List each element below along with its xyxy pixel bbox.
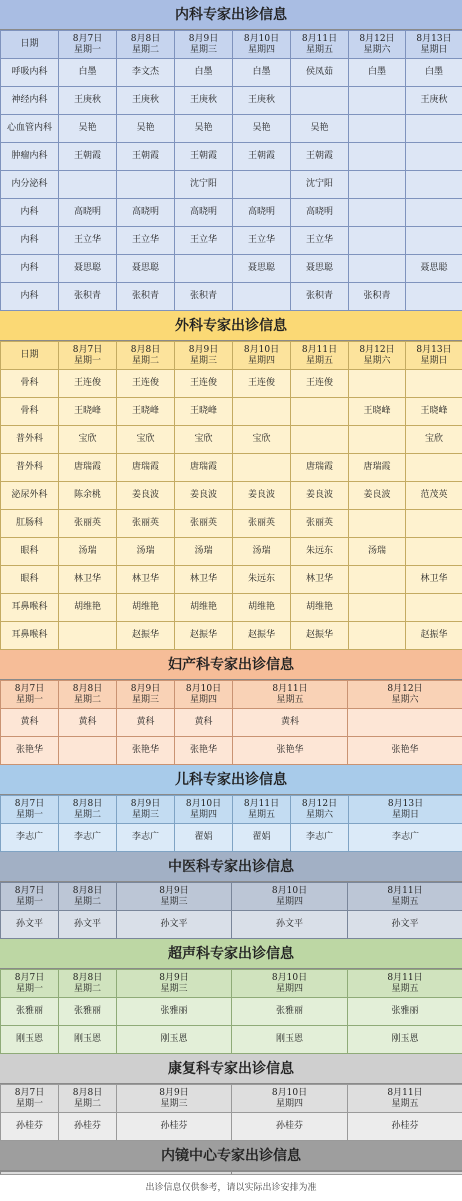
schedule-cell: 王朝霞 xyxy=(117,143,175,171)
schedule-cell: 沈宁阳 xyxy=(291,171,349,199)
header-cell: 8月11日 星期五 xyxy=(348,970,462,998)
header-row xyxy=(1,796,462,824)
schedule-cell: 朱远东 xyxy=(291,538,349,566)
schedule-cell: 肿瘤内科 xyxy=(1,143,59,171)
schedule-cell xyxy=(233,283,291,311)
schedule-cell: 王连俊 xyxy=(175,370,233,398)
schedule-cell: 汤瑞 xyxy=(175,538,233,566)
schedule-cell: 孙文平 xyxy=(59,911,117,939)
header-cell: 8月8日 星期二 xyxy=(59,1085,117,1113)
schedule-cell: 王朝霞 xyxy=(291,143,349,171)
header-row xyxy=(1,970,462,998)
schedule-cell xyxy=(59,737,117,765)
schedule-cell: 王立华 xyxy=(175,227,233,255)
schedule-cell: 唐瑞霞 xyxy=(175,454,233,482)
schedule-table xyxy=(0,1084,462,1141)
table-row xyxy=(1,143,462,171)
schedule-cell: 李志广 xyxy=(117,824,175,852)
schedule-cell: 聂思聪 xyxy=(59,255,117,283)
schedule-cell: 白墨 xyxy=(59,59,117,87)
section-waike xyxy=(0,311,462,650)
schedule-cell xyxy=(175,255,233,283)
schedule-cell: 姜良波 xyxy=(291,482,349,510)
schedule-cell: 心血管内科 xyxy=(1,115,59,143)
schedule-cell: 张雅丽 xyxy=(1,998,59,1026)
section-neike xyxy=(0,0,462,311)
schedule-cell: 侯凤茹 xyxy=(291,59,349,87)
schedule-cell: 吴艳 xyxy=(175,115,233,143)
schedule-cell: 林卫华 xyxy=(291,566,349,594)
header-cell: 8月11日 星期五 xyxy=(233,681,348,709)
schedule-cell xyxy=(233,398,291,426)
header-cell: 8月11日 星期五 xyxy=(348,883,462,911)
schedule-table xyxy=(0,969,462,1054)
schedule-cell: 赵振华 xyxy=(406,622,462,650)
header-cell: 8月8日 星期二 xyxy=(59,970,117,998)
schedule-cell: 胡维艳 xyxy=(175,594,233,622)
schedule-cell: 孙桂芬 xyxy=(348,1113,462,1141)
schedule-cell: 张艳华 xyxy=(233,737,348,765)
schedule-cell: 孙桂芬 xyxy=(59,1113,117,1141)
table-row xyxy=(1,594,462,622)
schedule-cell xyxy=(406,283,462,311)
header-cell: 8月12日 星期六 xyxy=(349,31,406,59)
schedule-cell: 张艳华 xyxy=(348,737,462,765)
header-cell: 8月8日 星期二 xyxy=(59,883,117,911)
header-cell: 8月10日 星期四 xyxy=(175,681,233,709)
header-cell: 8月7日 星期一 xyxy=(1,796,59,824)
schedule-cell: 唐瑞霞 xyxy=(117,454,175,482)
schedule-cell: 内科 xyxy=(1,199,59,227)
header-cell: 日期 xyxy=(1,342,59,370)
schedule-cell: 范茂英 xyxy=(406,482,462,510)
schedule-cell: 姜良波 xyxy=(175,482,233,510)
schedule-cell xyxy=(349,566,406,594)
schedule-cell: 姜良波 xyxy=(349,482,406,510)
schedule-cell: 张积青 xyxy=(59,283,117,311)
schedule-cell: 张丽英 xyxy=(291,510,349,538)
header-cell: 8月12日 星期六 xyxy=(291,796,349,824)
header-cell: 8月9日 星期三 xyxy=(117,970,232,998)
schedule-cell: 张艳华 xyxy=(175,737,233,765)
schedule-cell: 孙文平 xyxy=(117,911,232,939)
schedule-cell xyxy=(406,370,462,398)
schedule-cell: 吴艳 xyxy=(117,115,175,143)
schedule-cell xyxy=(406,171,462,199)
schedule-cell xyxy=(117,171,175,199)
schedule-cell: 胡维艳 xyxy=(233,594,291,622)
schedule-table xyxy=(0,882,462,939)
schedule-cell xyxy=(59,622,117,650)
schedule-cell: 黄科 xyxy=(233,709,348,737)
schedule-cell: 唐瑞霞 xyxy=(59,454,117,482)
schedule-cell: 张丽英 xyxy=(59,510,117,538)
schedule-cell xyxy=(349,594,406,622)
schedule-cell: 林卫华 xyxy=(175,566,233,594)
schedule-cell: 孙文平 xyxy=(348,911,462,939)
schedule-cell xyxy=(349,115,406,143)
schedule-cell xyxy=(349,370,406,398)
schedule-cell: 赵振华 xyxy=(233,622,291,650)
schedule-cell: 肛肠科 xyxy=(1,510,59,538)
section-chaoshengke xyxy=(0,939,462,1054)
schedule-cell: 眼科 xyxy=(1,538,59,566)
header-cell: 8月11日 星期五 xyxy=(291,342,349,370)
schedule-cell: 朱远东 xyxy=(233,566,291,594)
schedule-cell: 眼科 xyxy=(1,566,59,594)
header-cell: 8月12日 星期六 xyxy=(349,342,406,370)
header-cell: 8月8日 星期二 xyxy=(59,681,117,709)
section-title: 康复科专家出诊信息 xyxy=(0,1054,462,1084)
header-cell: 8月10日 星期四 xyxy=(233,31,291,59)
schedule-cell: 汤瑞 xyxy=(59,538,117,566)
schedule-cell xyxy=(406,454,462,482)
schedule-cell: 刚玉恩 xyxy=(232,1026,348,1054)
schedule-cell xyxy=(233,171,291,199)
schedule-cell: 刚玉恩 xyxy=(59,1026,117,1054)
header-cell: 8月7日 星期一 xyxy=(1,970,59,998)
schedule-table xyxy=(0,680,462,765)
schedule-cell xyxy=(349,171,406,199)
schedule-cell: 孙文平 xyxy=(1,911,59,939)
schedule-cell: 李志广 xyxy=(59,824,117,852)
schedule-cell xyxy=(349,87,406,115)
table-row xyxy=(1,566,462,594)
table-row xyxy=(1,454,462,482)
schedule-cell: 神经内科 xyxy=(1,87,59,115)
header-cell: 8月9日 星期三 xyxy=(117,1085,232,1113)
header-row xyxy=(1,883,462,911)
header-cell: 8月8日 星期二 xyxy=(117,31,175,59)
table-row xyxy=(1,227,462,255)
schedule-cell: 吴艳 xyxy=(233,115,291,143)
header-row xyxy=(1,681,462,709)
schedule-cell: 骨科 xyxy=(1,370,59,398)
schedule-cell: 耳鼻喉科 xyxy=(1,594,59,622)
schedule-cell: 高晓明 xyxy=(175,199,233,227)
schedule-cell: 林卫华 xyxy=(406,566,462,594)
schedule-cell: 王立华 xyxy=(233,227,291,255)
schedule-cell xyxy=(406,510,462,538)
schedule-cell: 赵振华 xyxy=(291,622,349,650)
schedule-cell xyxy=(406,143,462,171)
schedule-cell: 汤瑞 xyxy=(117,538,175,566)
schedule-cell: 王朝霞 xyxy=(175,143,233,171)
schedule-cell: 张积青 xyxy=(175,283,233,311)
section-title: 中医科专家出诊信息 xyxy=(0,852,462,882)
table-row xyxy=(1,370,462,398)
table-row xyxy=(1,283,462,311)
schedule-cell: 姜良波 xyxy=(117,482,175,510)
table-row xyxy=(1,255,462,283)
schedule-cell: 泌尿外科 xyxy=(1,482,59,510)
header-cell: 8月12日 星期六 xyxy=(348,681,462,709)
schedule-cell xyxy=(233,454,291,482)
schedule-cell: 汤瑞 xyxy=(233,538,291,566)
header-cell: 8月13日 星期日 xyxy=(406,31,462,59)
schedule-cell: 姜良波 xyxy=(233,482,291,510)
table-row xyxy=(1,199,462,227)
schedule-cell: 聂思聪 xyxy=(291,255,349,283)
schedule-cell xyxy=(291,398,349,426)
schedule-cell: 张艳华 xyxy=(117,737,175,765)
schedule-cell xyxy=(349,227,406,255)
section-fuchanke xyxy=(0,650,462,765)
schedule-cell: 张丽英 xyxy=(117,510,175,538)
header-cell: 8月10日 星期四 xyxy=(232,883,348,911)
schedule-cell: 唐瑞霞 xyxy=(291,454,349,482)
schedule-cell: 白墨 xyxy=(349,59,406,87)
schedule-cell: 张雅丽 xyxy=(117,998,232,1026)
schedule-cell: 赵振华 xyxy=(117,622,175,650)
schedule-cell: 翟娟 xyxy=(175,824,233,852)
schedule-cell: 王连俊 xyxy=(233,370,291,398)
schedule-cell: 张积青 xyxy=(349,283,406,311)
schedule-cell: 呼吸内科 xyxy=(1,59,59,87)
schedule-cell: 孙桂芬 xyxy=(117,1113,232,1141)
header-cell: 8月7日 星期一 xyxy=(1,1085,59,1113)
table-row xyxy=(1,998,462,1026)
table-row xyxy=(1,171,462,199)
header-cell: 8月10日 星期四 xyxy=(233,342,291,370)
schedule-cell: 内科 xyxy=(1,255,59,283)
schedule-cell: 普外科 xyxy=(1,426,59,454)
section-kangfuke xyxy=(0,1054,462,1141)
table-row xyxy=(1,622,462,650)
header-cell: 8月11日 星期五 xyxy=(291,31,349,59)
schedule-cell: 高晓明 xyxy=(233,199,291,227)
header-cell: 8月7日 星期一 xyxy=(1,681,59,709)
schedule-cell: 王庚秋 xyxy=(233,87,291,115)
schedule-cell: 聂思聪 xyxy=(233,255,291,283)
table-row xyxy=(1,87,462,115)
schedule-cell: 王朝霞 xyxy=(59,143,117,171)
schedule-cell: 王晓峰 xyxy=(175,398,233,426)
table-row xyxy=(1,911,462,939)
table-row xyxy=(1,1113,462,1141)
section-title: 超声科专家出诊信息 xyxy=(0,939,462,969)
header-cell: 8月9日 星期三 xyxy=(117,883,232,911)
schedule-cell: 张艳华 xyxy=(1,737,59,765)
header-cell: 8月8日 星期二 xyxy=(117,342,175,370)
schedule-cell xyxy=(349,426,406,454)
schedule-cell: 张积青 xyxy=(117,283,175,311)
table-row xyxy=(1,510,462,538)
schedule-cell: 内科 xyxy=(1,283,59,311)
header-cell: 8月10日 星期四 xyxy=(232,970,348,998)
schedule-cell: 赵振华 xyxy=(175,622,233,650)
footer-note xyxy=(0,1174,462,1201)
schedule-cell: 内分泌科 xyxy=(1,171,59,199)
schedule-cell: 聂思聪 xyxy=(117,255,175,283)
header-cell: 8月9日 星期三 xyxy=(175,342,233,370)
schedule-cell: 胡维艳 xyxy=(59,594,117,622)
schedule-cell xyxy=(349,510,406,538)
schedule-cell: 刚玉恩 xyxy=(348,1026,462,1054)
schedule-cell: 聂思聪 xyxy=(406,255,462,283)
section-title: 外科专家出诊信息 xyxy=(0,311,462,341)
schedule-cell: 王庚秋 xyxy=(59,87,117,115)
schedule-cell: 白墨 xyxy=(175,59,233,87)
table-row xyxy=(1,1026,462,1054)
schedule-cell: 王晓峰 xyxy=(59,398,117,426)
header-cell: 8月7日 星期一 xyxy=(1,883,59,911)
section-title: 内镜中心专家出诊信息 xyxy=(0,1141,462,1171)
header-cell: 8月13日 星期日 xyxy=(406,342,462,370)
table-row xyxy=(1,398,462,426)
schedule-cell: 王庚秋 xyxy=(406,87,462,115)
schedule-cell: 沈宁阳 xyxy=(175,171,233,199)
section-erke xyxy=(0,765,462,852)
schedule-cell xyxy=(291,426,349,454)
section-title: 儿科专家出诊信息 xyxy=(0,765,462,795)
schedule-cell: 翟娟 xyxy=(233,824,291,852)
schedule-cell: 王晓峰 xyxy=(349,398,406,426)
schedule-cell: 高晓明 xyxy=(59,199,117,227)
schedule-cell: 内科 xyxy=(1,227,59,255)
schedule-table xyxy=(0,341,462,650)
schedule-cell: 孙桂芬 xyxy=(232,1113,348,1141)
table-row xyxy=(1,426,462,454)
schedule-cell: 吴艳 xyxy=(59,115,117,143)
schedule-cell: 吴艳 xyxy=(291,115,349,143)
schedule-cell: 耳鼻喉科 xyxy=(1,622,59,650)
schedule-cell: 孙桂芬 xyxy=(1,1113,59,1141)
schedule-cell: 白墨 xyxy=(406,59,462,87)
schedule-cell xyxy=(348,709,462,737)
section-title: 妇产科专家出诊信息 xyxy=(0,650,462,680)
schedule-cell: 黄科 xyxy=(117,709,175,737)
schedule-cell: 刚玉恩 xyxy=(117,1026,232,1054)
schedule-table xyxy=(0,795,462,852)
schedule-cell: 李志广 xyxy=(1,824,59,852)
schedule-table xyxy=(0,30,462,311)
schedule-cell: 黄科 xyxy=(1,709,59,737)
schedule-cell: 宝欣 xyxy=(117,426,175,454)
schedule-cell: 王晓峰 xyxy=(406,398,462,426)
schedule-cell: 王庚秋 xyxy=(117,87,175,115)
schedule-cell: 高晓明 xyxy=(117,199,175,227)
schedule-cell xyxy=(349,143,406,171)
header-cell: 8月10日 星期四 xyxy=(175,796,233,824)
header-cell: 8月9日 星期三 xyxy=(175,31,233,59)
schedule-cell: 黄科 xyxy=(59,709,117,737)
schedule-cell: 普外科 xyxy=(1,454,59,482)
schedule-cell: 张雅丽 xyxy=(232,998,348,1026)
schedule-cell: 高晓明 xyxy=(291,199,349,227)
header-cell: 8月11日 星期五 xyxy=(348,1085,462,1113)
schedule-cell: 唐瑞霞 xyxy=(349,454,406,482)
schedule-cell: 孙文平 xyxy=(232,911,348,939)
table-row xyxy=(1,482,462,510)
schedule-cell: 王连俊 xyxy=(291,370,349,398)
table-row xyxy=(1,59,462,87)
schedule-cell: 李志广 xyxy=(291,824,349,852)
schedule-cell: 张丽英 xyxy=(175,510,233,538)
schedule-cell: 王晓峰 xyxy=(117,398,175,426)
header-cell: 8月13日 星期日 xyxy=(349,796,462,824)
schedule-cell: 宝欣 xyxy=(406,426,462,454)
schedule-cell: 骨科 xyxy=(1,398,59,426)
schedule-cell: 黄科 xyxy=(175,709,233,737)
section-zhongyike xyxy=(0,852,462,939)
schedule-cell: 王朝霞 xyxy=(233,143,291,171)
header-cell: 日期 xyxy=(1,31,59,59)
schedule-cell xyxy=(349,255,406,283)
schedule-cell: 胡维艳 xyxy=(291,594,349,622)
schedule-cell: 王连俊 xyxy=(117,370,175,398)
schedule-cell xyxy=(291,87,349,115)
schedule-cell: 宝欣 xyxy=(59,426,117,454)
schedule-cell: 陈余桃 xyxy=(59,482,117,510)
schedule-cell: 汤瑞 xyxy=(349,538,406,566)
header-cell: 8月11日 星期五 xyxy=(233,796,291,824)
schedule-cell xyxy=(406,227,462,255)
header-row xyxy=(1,1085,462,1113)
schedule-cell: 张丽英 xyxy=(233,510,291,538)
schedule-cell: 李文杰 xyxy=(117,59,175,87)
schedule-cell: 宝欣 xyxy=(233,426,291,454)
schedule-cell: 宝欣 xyxy=(175,426,233,454)
table-row xyxy=(1,115,462,143)
schedule-cell: 刚玉恩 xyxy=(1,1026,59,1054)
section-title: 内科专家出诊信息 xyxy=(0,0,462,30)
table-row xyxy=(1,709,462,737)
schedule-cell: 王立华 xyxy=(291,227,349,255)
table-row xyxy=(1,538,462,566)
schedule-cell xyxy=(406,115,462,143)
schedule-cell: 张雅丽 xyxy=(59,998,117,1026)
header-cell: 8月7日 星期一 xyxy=(59,342,117,370)
schedule-cell: 白墨 xyxy=(233,59,291,87)
header-cell: 8月9日 星期三 xyxy=(117,796,175,824)
schedule-cell: 王庚秋 xyxy=(175,87,233,115)
schedule-cell: 李志广 xyxy=(349,824,462,852)
schedule-cell xyxy=(349,199,406,227)
footer-text: 出诊信息仅供参考，请以实际出诊安排为准 xyxy=(145,1183,316,1193)
table-row xyxy=(1,737,462,765)
header-row xyxy=(1,31,462,59)
schedule-cell xyxy=(406,199,462,227)
header-cell: 8月9日 星期三 xyxy=(117,681,175,709)
header-row xyxy=(1,342,462,370)
schedule-cell: 王连俊 xyxy=(59,370,117,398)
schedule-cell: 王立华 xyxy=(117,227,175,255)
header-cell: 8月7日 星期一 xyxy=(59,31,117,59)
schedule-cell xyxy=(59,171,117,199)
header-cell: 8月8日 星期二 xyxy=(59,796,117,824)
schedule-cell: 张积青 xyxy=(291,283,349,311)
schedule-cell: 林卫华 xyxy=(59,566,117,594)
schedule-cell xyxy=(349,622,406,650)
table-row xyxy=(1,824,462,852)
schedule-cell xyxy=(406,594,462,622)
schedule-cell: 胡维艳 xyxy=(117,594,175,622)
schedule-cell xyxy=(406,538,462,566)
header-cell: 8月10日 星期四 xyxy=(232,1085,348,1113)
schedule-cell: 张雅丽 xyxy=(348,998,462,1026)
schedule-cell: 林卫华 xyxy=(117,566,175,594)
schedule-cell: 王立华 xyxy=(59,227,117,255)
